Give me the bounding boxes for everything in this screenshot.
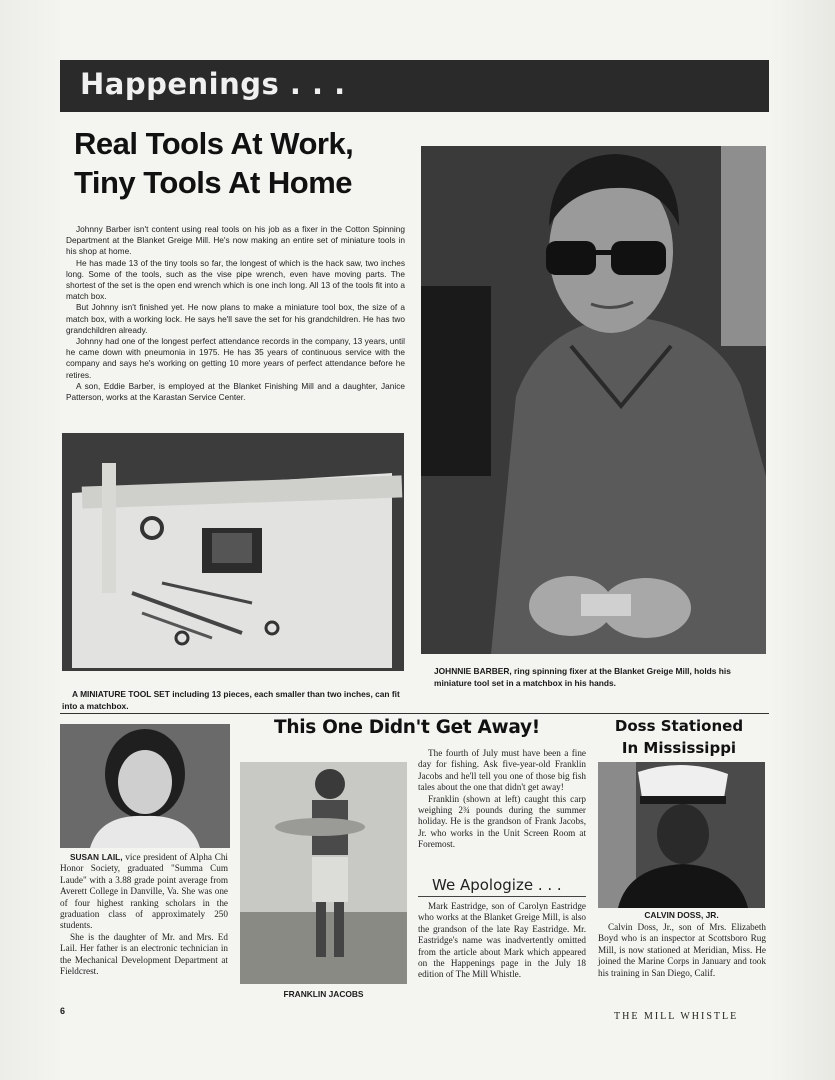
- calvin-doss-story: [598, 922, 766, 979]
- getaway-headline: This One Didn't Get Away!: [274, 717, 540, 738]
- calvin-doss-paragraph: Calvin Doss, Jr., son of Mrs. Elizabeth Boyd who is an inspector at Scottsboro Rug Mill, is now stationed at Meridian, Miss. He joined the Marine Corps in January and took his training in San Diego, Calif.: [598, 922, 766, 978]
- apologize-headline: We Apologize . . .: [432, 876, 562, 894]
- publication-masthead: THE MILL WHISTLE: [614, 1011, 739, 1022]
- susan-lail-text-2: She is the daughter of Mr. and Mrs. Ed Lail. Her father is an electronic technician in the Mechanical Development Department at Fieldcrest.: [60, 931, 228, 977]
- article-headline: [74, 124, 414, 202]
- fishing-paragraph: The fourth of July must have been a fine day for fishing. Ask five-year-old Franklin Jacobs and he'll tell you one of those big fish tales about the one that didn't get away!: [418, 748, 586, 793]
- section-banner: [60, 60, 769, 112]
- susan-lail-text: vice president of Alpha Chi Honor Society, graduated "Summa Cum Laude" with a 3.88 grade point average from Averett College in Danville, Va. She was one of four highest ranking scholars in the graduation class of approximately 250 students.: [60, 852, 228, 931]
- article-paragraph: Johnny had one of the longest perfect attendance records in the company, 13 years, until he came down with pneumonia in 1975. He has 35 years of continuous service with the company and says he's working on getting 10 more years of perfect attendance before he retires.: [66, 336, 405, 380]
- fishing-story: [418, 748, 586, 851]
- article-body: [66, 224, 405, 403]
- headline-line-1: Real Tools At Work,: [74, 126, 354, 161]
- franklin-jacobs-caption: FRANKLIN JACOBS: [283, 989, 364, 999]
- apologize-story: [418, 901, 586, 981]
- tool-set-caption: A MINIATURE TOOL SET including 13 pieces, each smaller than two inches, can fit into a matchbox.: [62, 689, 400, 711]
- calvin-doss-caption: CALVIN DOSS, JR.: [644, 910, 719, 920]
- article-paragraph: Johnny Barber isn't content using real tools on his job as a fixer in the Cotton Spinning Department at the Blanket Greige Mill. He's now making an entire set of miniature tools in his shop at home.: [66, 224, 405, 257]
- miniature-tools-photo: [62, 433, 404, 671]
- doss-headline: [604, 715, 754, 759]
- susan-lail-story: [60, 852, 228, 977]
- franklin-jacobs-photo: [240, 762, 407, 984]
- article-paragraph: But Johnny isn't finished yet. He now plans to make a miniature tool box, the size of a match box, with a working lock. He says he'll save the set for his grandchildren. He has two grandchildren already.: [66, 302, 405, 335]
- susan-lail-photo: [60, 724, 230, 848]
- section-title: Happenings . . .: [80, 67, 346, 101]
- headline-line-2: Tiny Tools At Home: [74, 165, 353, 200]
- article-paragraph: A son, Eddie Barber, is employed at the Blanket Finishing Mill and a daughter, Janice Patterson, works at the Karastan Service Center.: [66, 380, 405, 403]
- doss-headline-line-2: In Mississippi: [621, 739, 737, 757]
- doss-headline-line-1: Doss Stationed: [614, 717, 744, 735]
- johnnie-barber-photo: [421, 146, 766, 654]
- fishing-paragraph: Franklin (shown at left) caught this carp weighing 2¾ pounds during the summer holiday. He is the grandson of Frank Jacobs, Jr. who works in the Unit Screen Room at Foremost.: [418, 793, 586, 850]
- susan-lail-name: SUSAN LAIL,: [70, 852, 123, 862]
- section-divider: [60, 713, 769, 714]
- page-number: 6: [60, 1006, 66, 1016]
- apologize-divider: [418, 896, 586, 897]
- calvin-doss-photo: [598, 762, 765, 908]
- apologize-paragraph: Mark Eastridge, son of Carolyn Eastridge who works at the Blanket Greige Mill, is also the grandson of the late Ray Eastridge. Mr. Eastridge's name was inadvertently omitted from the article about Mark which appeared on the Happenings page in the July 18 edition of The Mill Whistle.: [418, 901, 586, 980]
- article-paragraph: He has made 13 of the tiny tools so far, the longest of which is the hack saw, two inches long. Some of the tools, such as the vise pipe wrench, even have moving parts. The shortest of the set is the open end wrench which is one inch long. All 13 of the tools fit into a match box.: [66, 257, 405, 302]
- johnnie-barber-caption: JOHNNIE BARBER, ring spinning fixer at the Blanket Greige Mill, holds his miniature tool set in a matchbox in his hands.: [434, 666, 731, 688]
